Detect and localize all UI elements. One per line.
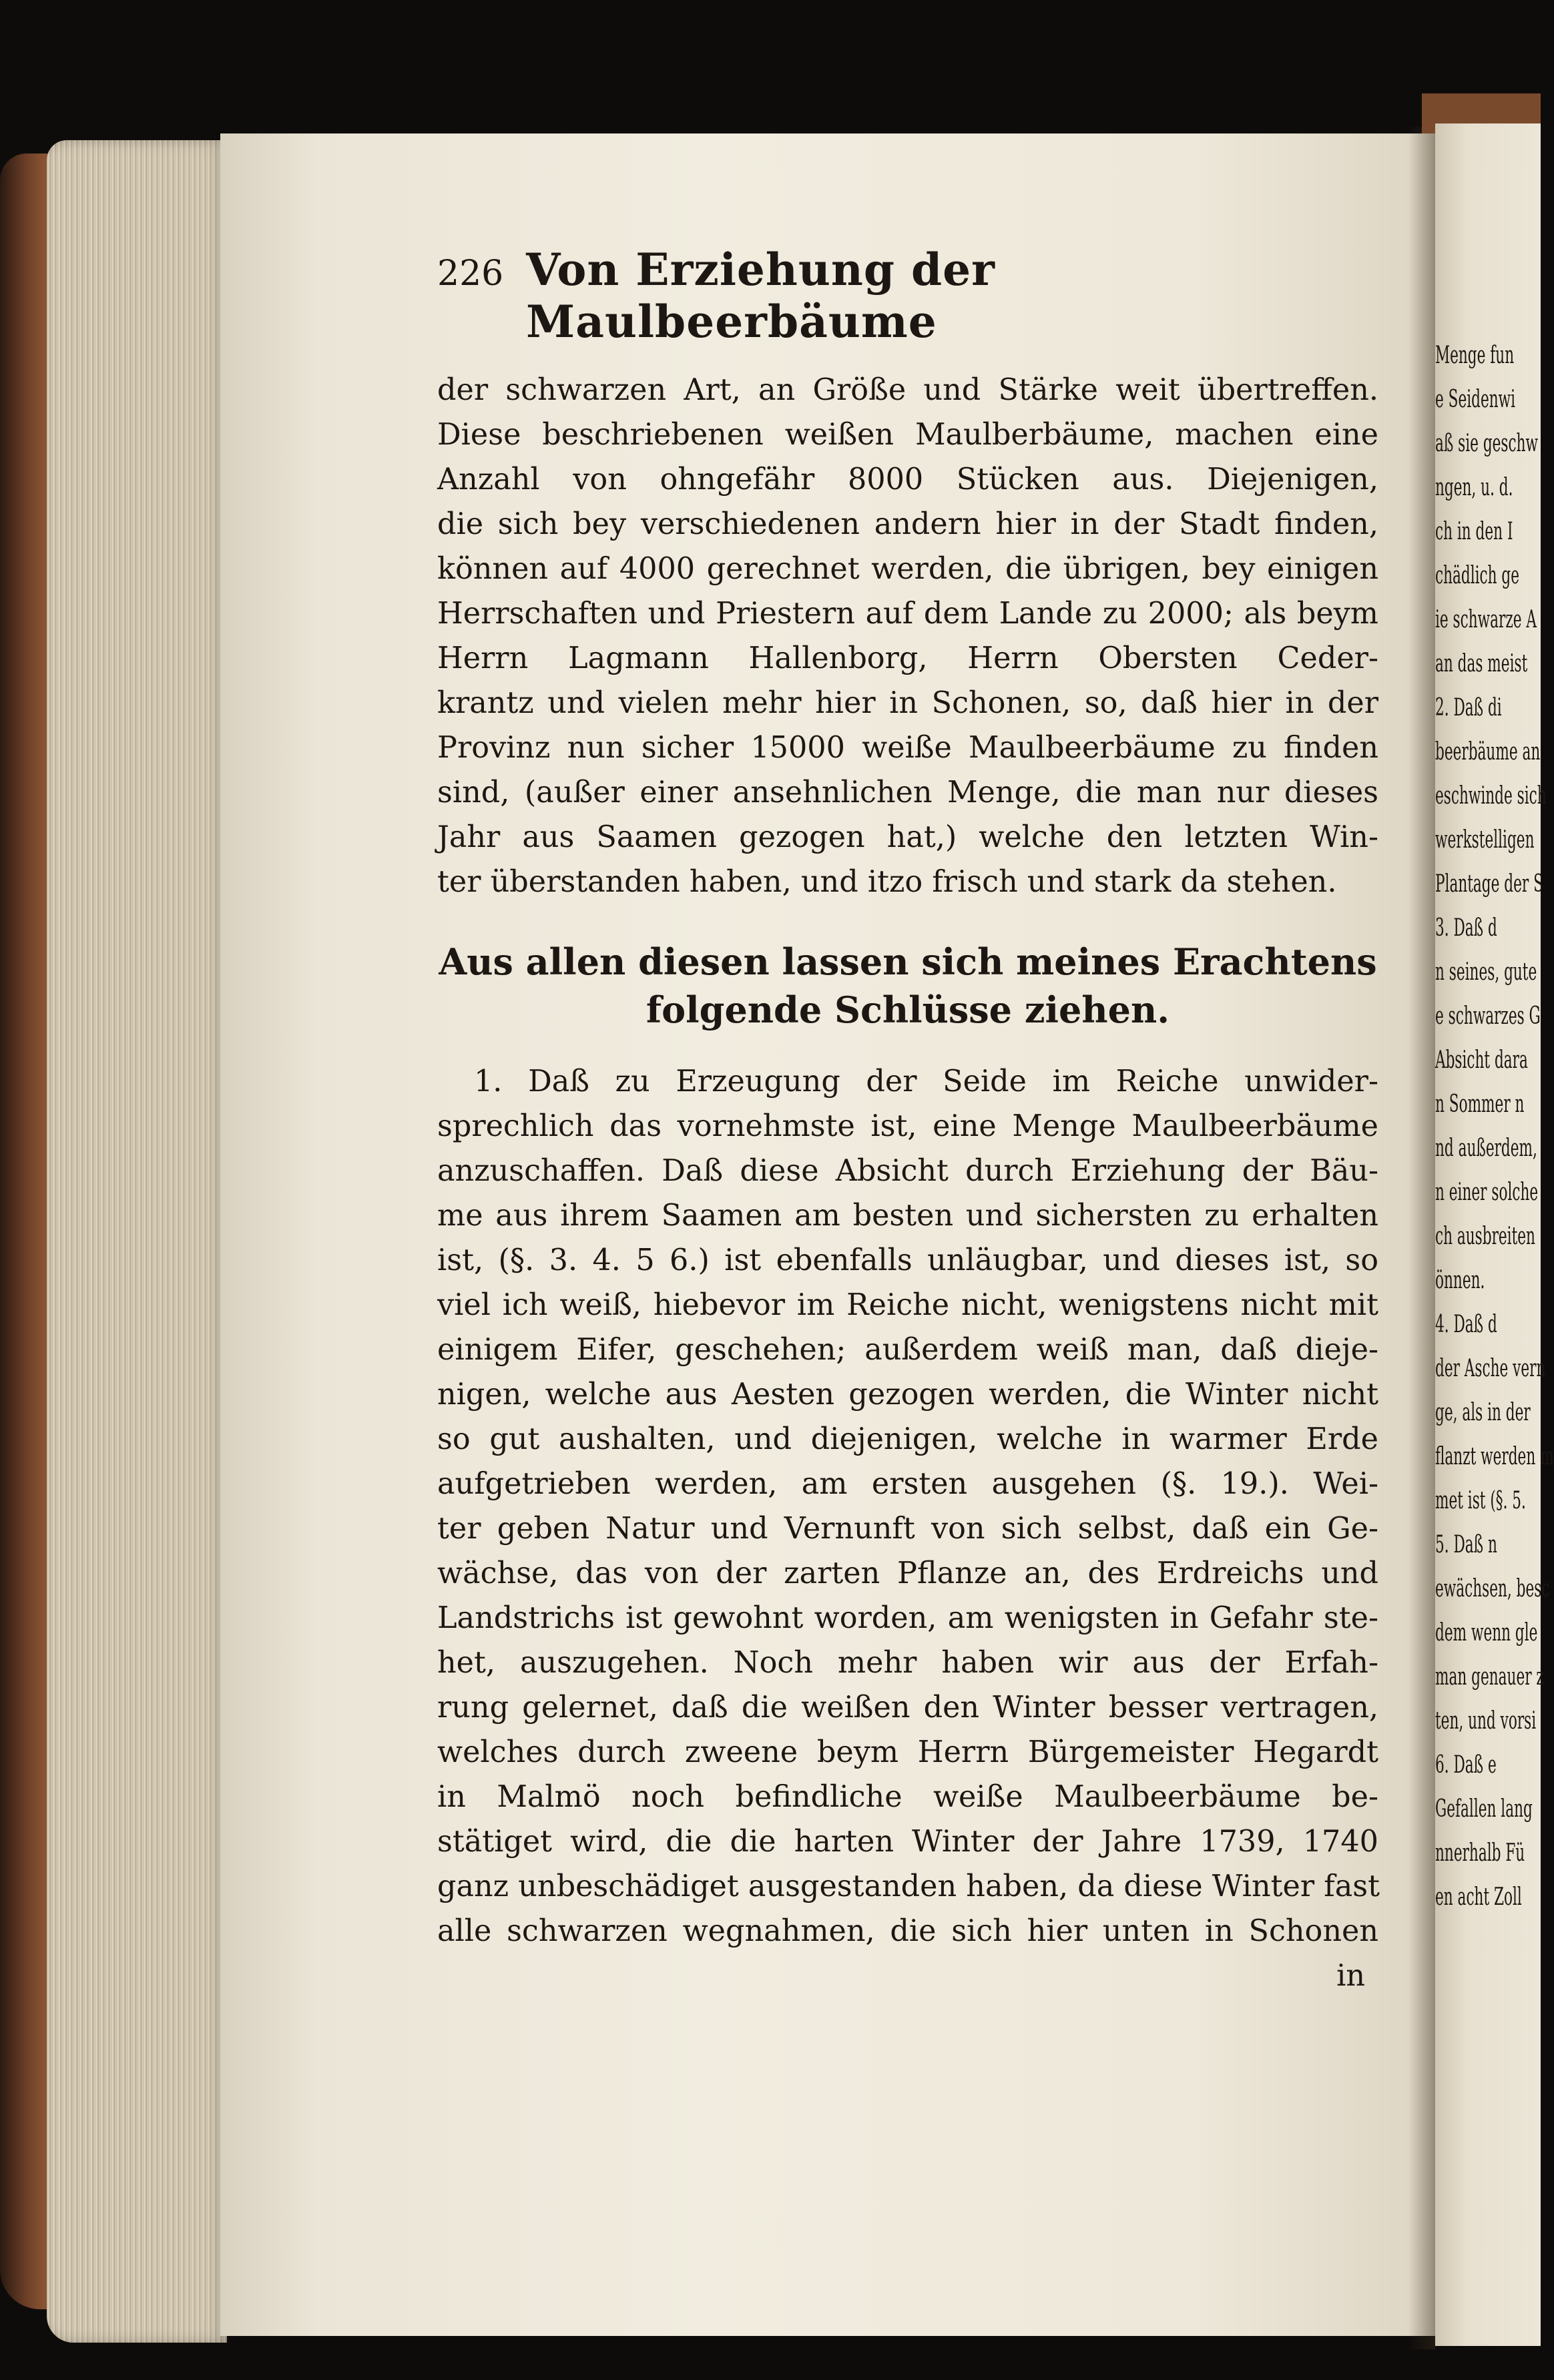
text-line: können auf 4000 gerechnet werden, die übrigen, bey einigen [437, 552, 1378, 586]
page-edges [47, 140, 227, 2343]
text-line: ganz unbeschädiget ausgestanden haben, da diese Winter fast [437, 1869, 1380, 1903]
heading-line: Aus allen diesen lassen sich meines Erachtens [439, 940, 1377, 983]
text-line: Herrschaften und Priestern auf dem Lande zu 2000; als beym [437, 597, 1378, 631]
fragment-line: 4. Daß d [1435, 1311, 1497, 1338]
fragment-line: önnen. [1435, 1267, 1485, 1294]
text-line: me aus ihrem Saamen am besten und sichersten zu erhalten [437, 1199, 1378, 1233]
text-line: sprechlich das vornehmste ist, eine Menge Maulbeerbäume [437, 1109, 1378, 1143]
fragment-line: an das meist [1435, 650, 1528, 677]
fragment-line: beerbäume an [1435, 738, 1541, 766]
text-line: krantz und vielen mehr hier in Schonen, so, daß hier in der [437, 686, 1378, 720]
fragment-line: 3. Daß d [1435, 914, 1497, 942]
heading-line: folgende Schlüsse ziehen. [645, 988, 1170, 1031]
text-line: welches durch zweene beym Herrn Bürgemeister Hegardt [437, 1735, 1378, 1769]
page-number: 226 [437, 254, 504, 294]
fragment-line: 5. Daß n [1435, 1531, 1497, 1558]
fragment-line: ngen, u. d. [1435, 474, 1513, 501]
fragment-line: Plantage der S [1435, 870, 1543, 898]
text-line: Provinz nun sicher 15000 weiße Maulbeerbäume zu finden [437, 731, 1378, 765]
fragment-line: ch ausbreiten [1435, 1223, 1535, 1250]
catchword: in [1336, 1959, 1365, 1993]
fragment-line: nd außerdem, [1435, 1135, 1537, 1162]
text-line: sind, (außer einer ansehnlichen Menge, die man nur dieses [437, 776, 1378, 810]
text-line: Anzahl von ohngefähr 8000 Stücken aus. Diejenigen, [437, 463, 1378, 497]
text-line: 1. Daß zu Erzeugung der Seide im Reiche unwider- [474, 1065, 1378, 1099]
text-line: alle schwarzen wegnahmen, die sich hier unten in Schonen [437, 1914, 1378, 1948]
fragment-line: werkstelligen [1435, 826, 1535, 854]
fragment-line: ge, als in der [1435, 1399, 1531, 1426]
fragment-line: n Sommer n [1435, 1091, 1525, 1118]
fragment-line: chädlich ge [1435, 562, 1520, 589]
fragment-line: ten, und vorsi [1435, 1707, 1537, 1735]
fragment-line: der Asche vern [1435, 1355, 1546, 1382]
fragment-line: e Seidenwi [1435, 386, 1516, 413]
right-page-fragments [1435, 334, 1554, 1919]
text-line: so gut aushalten, und diejenigen, welche in warmer Erde [437, 1422, 1378, 1456]
text-line: der schwarzen Art, an Größe und Stärke weit übertreffen. [437, 373, 1378, 407]
paragraph-2 [437, 1059, 1378, 1954]
text-line: nigen, welche aus Aesten gezogen werden, die Winter nicht [437, 1378, 1378, 1412]
text-line: stätiget wird, die die harten Winter der Jahre 1739, 1740 [437, 1825, 1378, 1859]
fragment-line: ewächsen, besc [1435, 1575, 1550, 1602]
fragment-line: ch in den I [1435, 518, 1513, 545]
section-heading [437, 938, 1378, 1034]
fragment-line: n seines, gute [1435, 958, 1537, 986]
fragment-line: nnerhalb Fü [1435, 1839, 1525, 1867]
page-text-block [437, 244, 1378, 1998]
fragment-line: man genauer z [1435, 1663, 1544, 1691]
text-line: aufgetrieben werden, am ersten ausgehen (§. 19.). Wei- [437, 1467, 1378, 1501]
fragment-line: 6. Daß e [1435, 1751, 1497, 1779]
text-line: Diese beschriebenen weißen Maulberbäume, machen eine [437, 418, 1378, 452]
fragment-line: aß sie geschw [1435, 430, 1539, 457]
text-line: het, auszugehen. Noch mehr haben wir aus der Erfah- [437, 1646, 1378, 1680]
fragment-line: Absicht dara [1435, 1047, 1528, 1074]
fragment-line: e schwarzes G [1435, 1002, 1541, 1030]
text-line: einigem Eifer, geschehen; außerdem weiß man, daß dieje- [437, 1333, 1378, 1367]
text-line: ter überstanden haben, und itzo frisch und stark da stehen. [437, 865, 1337, 899]
paragraph-1 [437, 368, 1378, 904]
text-line: ter geben Natur und Vernunft von sich selbst, daß ein Ge- [437, 1512, 1378, 1546]
text-line: viel ich weiß, hiebevor im Reiche nicht, wenigstens nicht mit [437, 1288, 1378, 1322]
text-line: in Malmö noch befindliche weiße Maulbeerbäume be- [437, 1780, 1378, 1814]
text-line: die sich bey verschiedenen andern hier in der Stadt finden, [437, 507, 1378, 541]
fragment-line: met ist (§. 5. [1435, 1487, 1526, 1514]
text-line: rung gelernet, daß die weißen den Winter besser vertragen, [437, 1691, 1378, 1725]
fragment-line: dem wenn gle [1435, 1619, 1538, 1647]
fragment-line: Menge fun [1435, 342, 1515, 369]
text-line: wächse, das von der zarten Pflanze an, des Erdreichs und [437, 1556, 1378, 1590]
text-line: Herrn Lagmann Hallenborg, Herrn Obersten Ceder- [437, 641, 1378, 675]
page-header-title: Von Erziehung der Maulbeerbäume [526, 244, 995, 348]
fragment-line: flanzt werden m [1435, 1443, 1554, 1470]
fragment-line: 2. Daß di [1435, 694, 1502, 721]
fragment-line: en acht Zoll [1435, 1883, 1522, 1911]
fragment-line: eschwinde sich [1435, 782, 1547, 810]
text-line: ist, (§. 3. 4. 5 6.) ist ebenfalls unläugbar, und dieses ist, so [437, 1243, 1378, 1277]
fragment-line: Gefallen lang [1435, 1795, 1533, 1823]
book-gutter [1408, 127, 1435, 2349]
fragment-line: n einer solche [1435, 1179, 1539, 1206]
text-line: Landstrichs ist gewohnt worden, am wenigsten in Gefahr ste- [437, 1601, 1378, 1635]
text-line: Jahr aus Saamen gezogen hat,) welche den letzten Win- [437, 820, 1378, 854]
text-line: anzuschaffen. Daß diese Absicht durch Erziehung der Bäu- [437, 1154, 1378, 1188]
running-head [437, 244, 1378, 348]
fragment-line: ie schwarze A [1435, 606, 1537, 633]
